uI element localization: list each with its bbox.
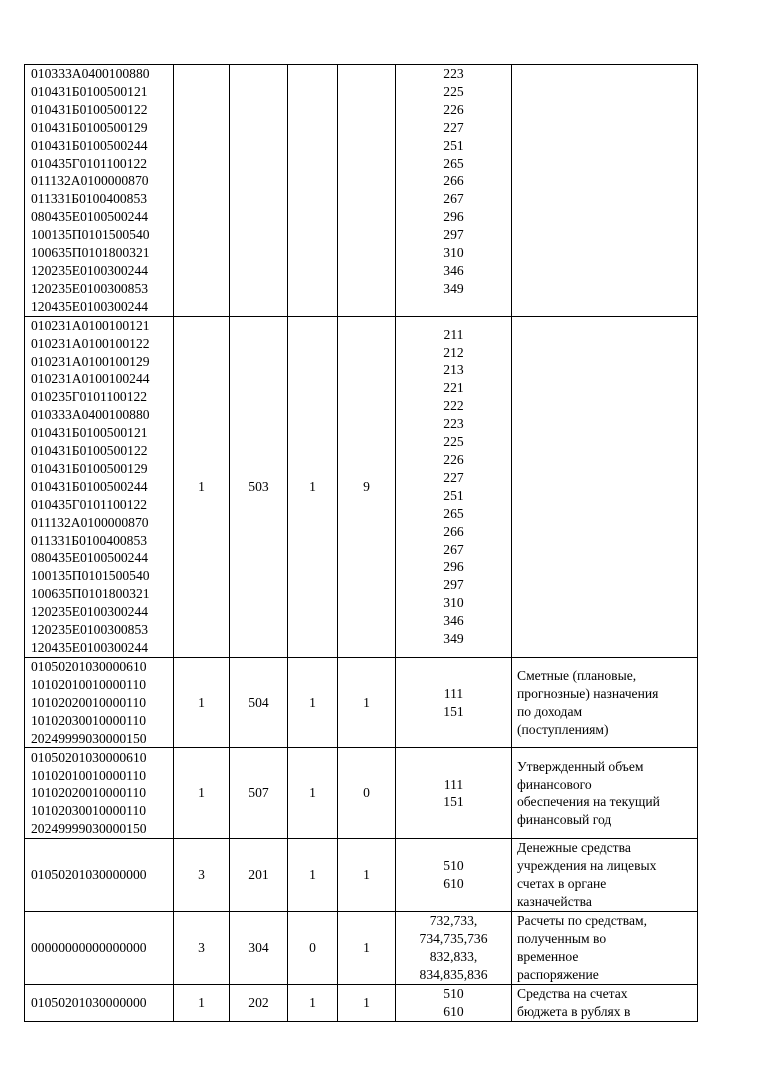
kosgu-line: 265 (443, 505, 464, 521)
budget-code-line: 010431Б0100500244 (31, 478, 148, 494)
budget-code-line: 01050201030000610 (31, 658, 147, 674)
description-cell (512, 839, 698, 912)
kosgu-line: 151 (443, 703, 464, 719)
budget-code-line: 010431Б0100500121 (31, 425, 148, 441)
budget-code-line: 010431Б0100500122 (31, 443, 148, 459)
description-line: Расчеты по средствам, (517, 913, 648, 929)
description-line: Денежные средства (517, 840, 631, 856)
column-4-cell: 1 (288, 657, 338, 748)
budget-code-line: 00000000000000000 (31, 940, 147, 956)
column-5-cell (338, 65, 396, 317)
kosgu-line: 266 (443, 523, 464, 539)
budget-code-line: 010231А0100100122 (31, 335, 150, 351)
description-line: полученным во (517, 931, 607, 947)
kosgu-line: 225 (443, 434, 464, 450)
description-line: учреждения на лицевых (517, 858, 657, 874)
budget-code-line: 080435Е0100500244 (31, 209, 149, 225)
budget-code-line: 010435Г0101100122 (31, 496, 148, 512)
description-cell (512, 912, 698, 985)
column-2-cell: 1 (174, 316, 230, 657)
description-line: финансового (517, 776, 592, 792)
description-line: финансовый год (517, 812, 612, 828)
column-2-cell: 3 (174, 912, 230, 985)
kosgu-line: 213 (443, 362, 464, 378)
account-cell (230, 65, 288, 317)
budget-code-line: 10102020010000110 (31, 785, 147, 801)
kosgu-line: 610 (443, 876, 464, 892)
budget-code-line: 01050201030000610 (31, 749, 147, 765)
description-line: прогнозные) назначения (517, 685, 659, 701)
description-line: Сметные (плановые, (517, 667, 637, 683)
column-5-cell: 9 (338, 316, 396, 657)
column-4-cell: 1 (288, 839, 338, 912)
budget-code-line: 20249999030000150 (31, 821, 147, 837)
budget-code-cell (25, 657, 174, 748)
kosgu-line: 296 (443, 209, 464, 225)
kosgu-line: 310 (443, 595, 464, 611)
budget-code-line: 010435Г0101100122 (31, 155, 148, 171)
column-2-cell (174, 65, 230, 317)
kosgu-cell (396, 657, 512, 748)
kosgu-line: 510 (443, 986, 464, 1002)
kosgu-line: 227 (443, 469, 464, 485)
kosgu-line: 832,833, (429, 949, 478, 965)
budget-code-line: 10102030010000110 (31, 803, 147, 819)
kosgu-line: 227 (443, 119, 464, 135)
budget-code-line: 100135П0101500540 (31, 568, 150, 584)
budget-code-line: 010333А0400100880 (31, 407, 150, 423)
description-line: Средства на счетах (517, 986, 628, 1002)
kosgu-line: 225 (443, 83, 464, 99)
budget-code-line: 080435Е0100500244 (31, 550, 149, 566)
description-cell (512, 657, 698, 748)
accounts-table-body (25, 65, 698, 1022)
budget-code-line: 011331Б0100400853 (31, 191, 148, 207)
kosgu-line: 310 (443, 245, 464, 261)
account-cell: 202 (230, 985, 288, 1022)
accounts-table (24, 64, 698, 1022)
column-4-cell (288, 65, 338, 317)
kosgu-line: 834,835,836 (419, 966, 488, 982)
table-row (25, 839, 698, 912)
kosgu-line: 222 (443, 398, 464, 414)
kosgu-line: 266 (443, 173, 464, 189)
kosgu-line: 221 (443, 380, 464, 396)
kosgu-line: 251 (443, 487, 464, 503)
budget-code-line: 100135П0101500540 (31, 227, 150, 243)
description-line: обеспечения на текущий (517, 794, 660, 810)
budget-code-line: 120235Е0100300853 (31, 280, 149, 296)
kosgu-line: 346 (443, 613, 464, 629)
account-cell: 503 (230, 316, 288, 657)
budget-code-line: 10102010010000110 (31, 767, 147, 783)
description-cell (512, 65, 698, 317)
description-line: временное (517, 949, 579, 965)
column-2-cell: 1 (174, 985, 230, 1022)
kosgu-cell (396, 748, 512, 839)
description-line: Утвержденный объем (517, 758, 644, 774)
table-row (25, 985, 698, 1022)
kosgu-line: 610 (443, 1003, 464, 1019)
budget-code-line: 10102030010000110 (31, 712, 147, 728)
column-2-cell: 1 (174, 748, 230, 839)
kosgu-line: 251 (443, 137, 464, 153)
kosgu-line: 226 (443, 101, 464, 117)
description-line: распоряжение (517, 966, 599, 982)
budget-code-line: 010431Б0100500129 (31, 460, 148, 476)
budget-code-line: 010431Б0100500129 (31, 119, 148, 135)
budget-code-line: 011331Б0100400853 (31, 532, 148, 548)
kosgu-line: 212 (443, 344, 464, 360)
budget-code-cell (25, 748, 174, 839)
column-4-cell: 1 (288, 316, 338, 657)
budget-code-line: 011132А0100000870 (31, 514, 149, 530)
budget-code-line: 010431Б0100500122 (31, 101, 148, 117)
budget-code-line: 01050201030000000 (31, 995, 147, 1011)
column-5-cell: 1 (338, 912, 396, 985)
kosgu-line: 226 (443, 451, 464, 467)
kosgu-line: 223 (443, 66, 464, 81)
kosgu-line: 297 (443, 227, 464, 243)
description-cell (512, 316, 698, 657)
kosgu-line: 510 (443, 858, 464, 874)
budget-code-cell (25, 985, 174, 1022)
budget-code-line: 10102020010000110 (31, 694, 147, 710)
kosgu-line: 265 (443, 155, 464, 171)
budget-code-cell (25, 912, 174, 985)
table-row (25, 748, 698, 839)
budget-code-line: 20249999030000150 (31, 730, 147, 746)
kosgu-line: 346 (443, 262, 464, 278)
kosgu-line: 732,733, (429, 913, 478, 929)
column-4-cell: 1 (288, 748, 338, 839)
budget-code-line: 100635П0101800321 (31, 586, 150, 602)
budget-code-line: 010231А0100100244 (31, 371, 150, 387)
budget-code-line: 010231А0100100121 (31, 317, 150, 333)
budget-code-cell (25, 839, 174, 912)
budget-code-line: 120235Е0100300244 (31, 262, 149, 278)
table-row (25, 316, 698, 657)
budget-code-line: 120435Е0100300244 (31, 640, 149, 655)
column-4-cell: 1 (288, 985, 338, 1022)
description-line: казначейства (517, 894, 592, 910)
kosgu-line: 267 (443, 191, 464, 207)
budget-code-line: 120435Е0100300244 (31, 298, 149, 314)
description-cell (512, 985, 698, 1022)
kosgu-line: 111 (443, 776, 464, 792)
kosgu-line: 297 (443, 577, 464, 593)
kosgu-cell (396, 985, 512, 1022)
kosgu-cell (396, 316, 512, 657)
table-row (25, 65, 698, 317)
column-4-cell: 0 (288, 912, 338, 985)
budget-code-cell (25, 316, 174, 657)
budget-code-line: 011132А0100000870 (31, 173, 149, 189)
account-cell: 201 (230, 839, 288, 912)
description-line: бюджета в рублях в (517, 1003, 631, 1019)
budget-code-line: 010333А0400100880 (31, 66, 150, 81)
budget-code-line: 010431Б0100500244 (31, 137, 148, 153)
table-row (25, 657, 698, 748)
description-cell (512, 748, 698, 839)
kosgu-line: 151 (443, 794, 464, 810)
budget-code-line: 010235Г0101100122 (31, 389, 148, 405)
description-line: (поступлениям) (517, 721, 609, 737)
kosgu-line: 111 (443, 685, 464, 701)
kosgu-line: 296 (443, 559, 464, 575)
budget-code-line: 120235Е0100300244 (31, 604, 149, 620)
column-5-cell: 1 (338, 657, 396, 748)
description-line: по доходам (517, 703, 583, 719)
column-5-cell: 1 (338, 985, 396, 1022)
column-2-cell: 1 (174, 657, 230, 748)
kosgu-line: 734,735,736 (419, 931, 488, 947)
account-cell: 507 (230, 748, 288, 839)
description-line: счетах в органе (517, 876, 607, 892)
column-5-cell: 1 (338, 839, 396, 912)
kosgu-line: 211 (443, 326, 464, 342)
kosgu-cell (396, 65, 512, 317)
budget-code-line: 010431Б0100500121 (31, 83, 148, 99)
budget-code-cell (25, 65, 174, 317)
account-cell: 504 (230, 657, 288, 748)
kosgu-line: 349 (443, 631, 464, 647)
table-row (25, 912, 698, 985)
kosgu-cell (396, 839, 512, 912)
budget-code-line: 100635П0101800321 (31, 245, 150, 261)
kosgu-cell (396, 912, 512, 985)
kosgu-line: 223 (443, 416, 464, 432)
budget-code-line: 01050201030000000 (31, 867, 147, 883)
budget-code-line: 10102010010000110 (31, 676, 147, 692)
column-5-cell: 0 (338, 748, 396, 839)
kosgu-line: 267 (443, 541, 464, 557)
column-2-cell: 3 (174, 839, 230, 912)
kosgu-line: 349 (443, 280, 464, 296)
account-cell: 304 (230, 912, 288, 985)
budget-code-line: 010231А0100100129 (31, 353, 150, 369)
budget-code-line: 120235Е0100300853 (31, 622, 149, 638)
